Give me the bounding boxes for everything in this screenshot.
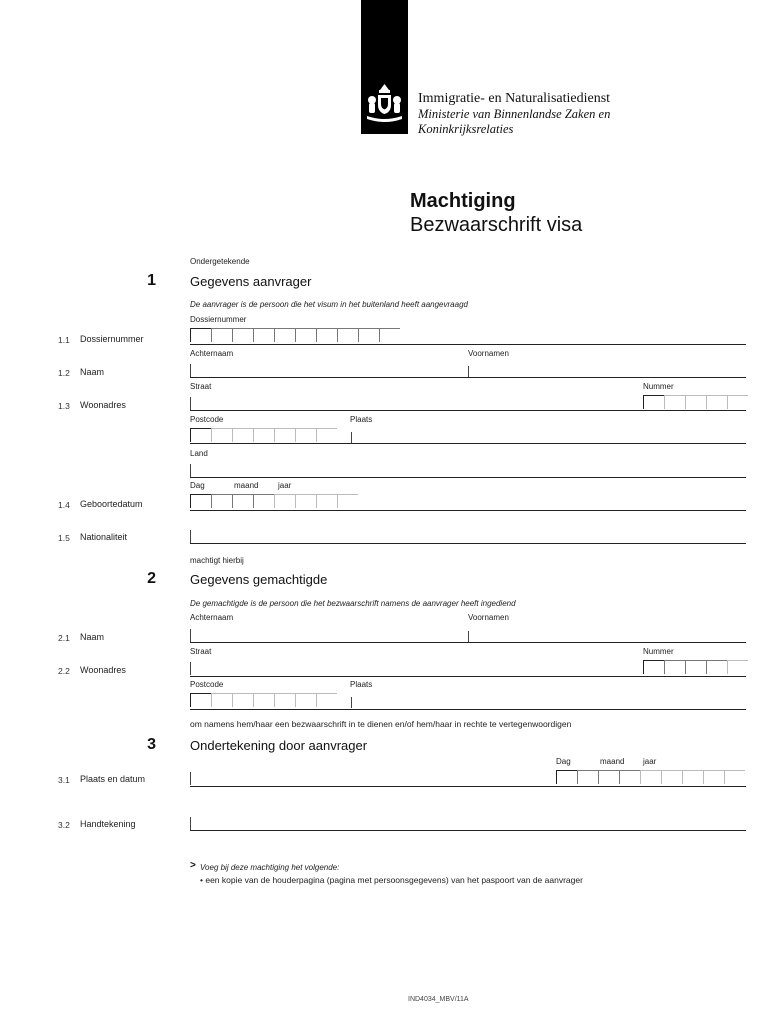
field-underline — [190, 510, 746, 511]
form-code: IND4034_MBV/11A — [408, 996, 469, 1003]
gemachtigde-voornamen-field[interactable] — [468, 631, 469, 642]
question-number: 3.2 — [58, 820, 70, 830]
section-2-title: Gegevens gemachtigde — [190, 572, 328, 587]
land-field[interactable] — [190, 464, 191, 477]
maand-caption: maand — [234, 481, 259, 490]
gemachtigde-woonadres-label: Woonadres — [80, 665, 126, 675]
field-underline — [190, 410, 746, 411]
question-number: 2.2 — [58, 666, 70, 676]
voornamen-field[interactable] — [468, 366, 469, 377]
dossier-caption: Dossiernummer — [190, 315, 247, 324]
achternaam-caption: Achternaam — [190, 349, 234, 358]
question-number: 3.1 — [58, 775, 70, 785]
straat-caption: Straat — [190, 382, 212, 391]
dossiernummer-field[interactable] — [190, 328, 400, 342]
page-subtitle: Bezwaarschrift visa — [410, 214, 583, 236]
field-underline — [190, 709, 746, 710]
field-underline — [190, 786, 746, 787]
achternaam-field[interactable] — [190, 364, 191, 377]
field-underline — [190, 543, 746, 544]
field-underline — [190, 676, 746, 677]
handtekening-label: Handtekening — [80, 819, 136, 829]
plaats-field[interactable] — [190, 772, 191, 785]
nationaliteit-label: Nationaliteit — [80, 532, 128, 542]
gemachtigde-naam-label: Naam — [80, 632, 105, 642]
achternaam-caption: Achternaam — [190, 613, 234, 622]
section-1-title: Gegevens aanvrager — [190, 274, 312, 289]
gemachtigde-plaats-field[interactable] — [351, 697, 352, 708]
field-underline — [190, 477, 746, 478]
section-2-note: De gemachtigde is de persoon die het bezwaarschrift namens de aanvrager heeft ingediend — [190, 599, 516, 608]
gemachtigde-nummer-field[interactable] — [643, 660, 748, 674]
maand-caption: maand — [600, 757, 625, 766]
org-line-3: Koninkrijksrelaties — [418, 122, 514, 136]
nummer-field[interactable] — [643, 395, 748, 409]
coat-of-arms-icon — [361, 0, 408, 134]
section-2-number: 2 — [147, 570, 156, 587]
field-underline — [190, 443, 746, 444]
gemachtigde-achternaam-field[interactable] — [190, 629, 191, 642]
gemachtigde-straat-field[interactable] — [190, 662, 191, 675]
dossiernummer-label: Dossiernummer — [80, 334, 144, 344]
voornamen-caption: Voornamen — [468, 613, 509, 622]
section-3-title: Ondertekening door aanvrager — [190, 738, 368, 753]
postcode-caption: Postcode — [190, 415, 224, 424]
machtigt-hierbij-label: machtigt hierbij — [190, 556, 244, 565]
org-line-2: Ministerie van Binnenlandse Zaken en — [418, 107, 611, 121]
attach-item: • een kopie van de houderpagina (pagina met persoonsgegevens) van het paspoort van de aanvrager — [200, 875, 583, 885]
attach-intro: Voeg bij deze machtiging het volgende: — [200, 863, 340, 872]
land-caption: Land — [190, 449, 208, 458]
postcode-field[interactable] — [190, 428, 337, 442]
field-underline — [190, 642, 746, 643]
logo-band — [361, 0, 408, 134]
handtekening-field[interactable] — [190, 817, 191, 830]
nummer-caption: Nummer — [643, 647, 674, 656]
nationaliteit-field[interactable] — [190, 530, 191, 543]
om-namens-text: om namens hem/haar een bezwaarschrift in te dienen en/of hem/haar in rechte te vertegenwoordigen — [190, 719, 572, 729]
jaar-caption: jaar — [643, 757, 657, 766]
question-number: 1.3 — [58, 401, 70, 411]
page-title: Machtiging — [410, 190, 516, 212]
straat-caption: Straat — [190, 647, 212, 656]
field-underline — [190, 344, 746, 345]
question-number: 1.2 — [58, 368, 70, 378]
postcode-caption: Postcode — [190, 680, 224, 689]
section-3-number: 3 — [147, 736, 156, 753]
woonadres-label: Woonadres — [80, 400, 126, 410]
field-underline — [190, 377, 746, 378]
straat-field[interactable] — [190, 397, 191, 410]
ondergetekende-label: Ondergetekende — [190, 257, 250, 266]
naam-label: Naam — [80, 367, 105, 377]
nummer-caption: Nummer — [643, 382, 674, 391]
section-1-number: 1 — [147, 272, 156, 289]
arrow-icon: > — [190, 860, 196, 871]
plaats-caption: Plaats — [350, 680, 373, 689]
plaats-caption: Plaats — [350, 415, 373, 424]
field-underline — [190, 830, 746, 831]
dag-caption: Dag — [556, 757, 571, 766]
dag-caption: Dag — [190, 481, 205, 490]
question-number: 1.5 — [58, 533, 70, 543]
voornamen-caption: Voornamen — [468, 349, 509, 358]
org-line-1: Immigratie- en Naturalisatiedienst — [418, 91, 611, 106]
plaats-field[interactable] — [351, 432, 352, 443]
organisation-name — [418, 90, 610, 137]
geboortedatum-field[interactable] — [190, 494, 358, 508]
question-number: 2.1 — [58, 633, 70, 643]
question-number: 1.1 — [58, 335, 70, 345]
gemachtigde-postcode-field[interactable] — [190, 693, 337, 707]
section-1-note: De aanvrager is de persoon die het visum in het buitenland heeft aangevraagd — [190, 300, 468, 309]
ondertekening-datum-field[interactable] — [556, 770, 745, 784]
plaats-en-datum-label: Plaats en datum — [80, 774, 146, 784]
geboortedatum-label: Geboortedatum — [80, 499, 143, 509]
question-number: 1.4 — [58, 500, 70, 510]
jaar-caption: jaar — [278, 481, 292, 490]
